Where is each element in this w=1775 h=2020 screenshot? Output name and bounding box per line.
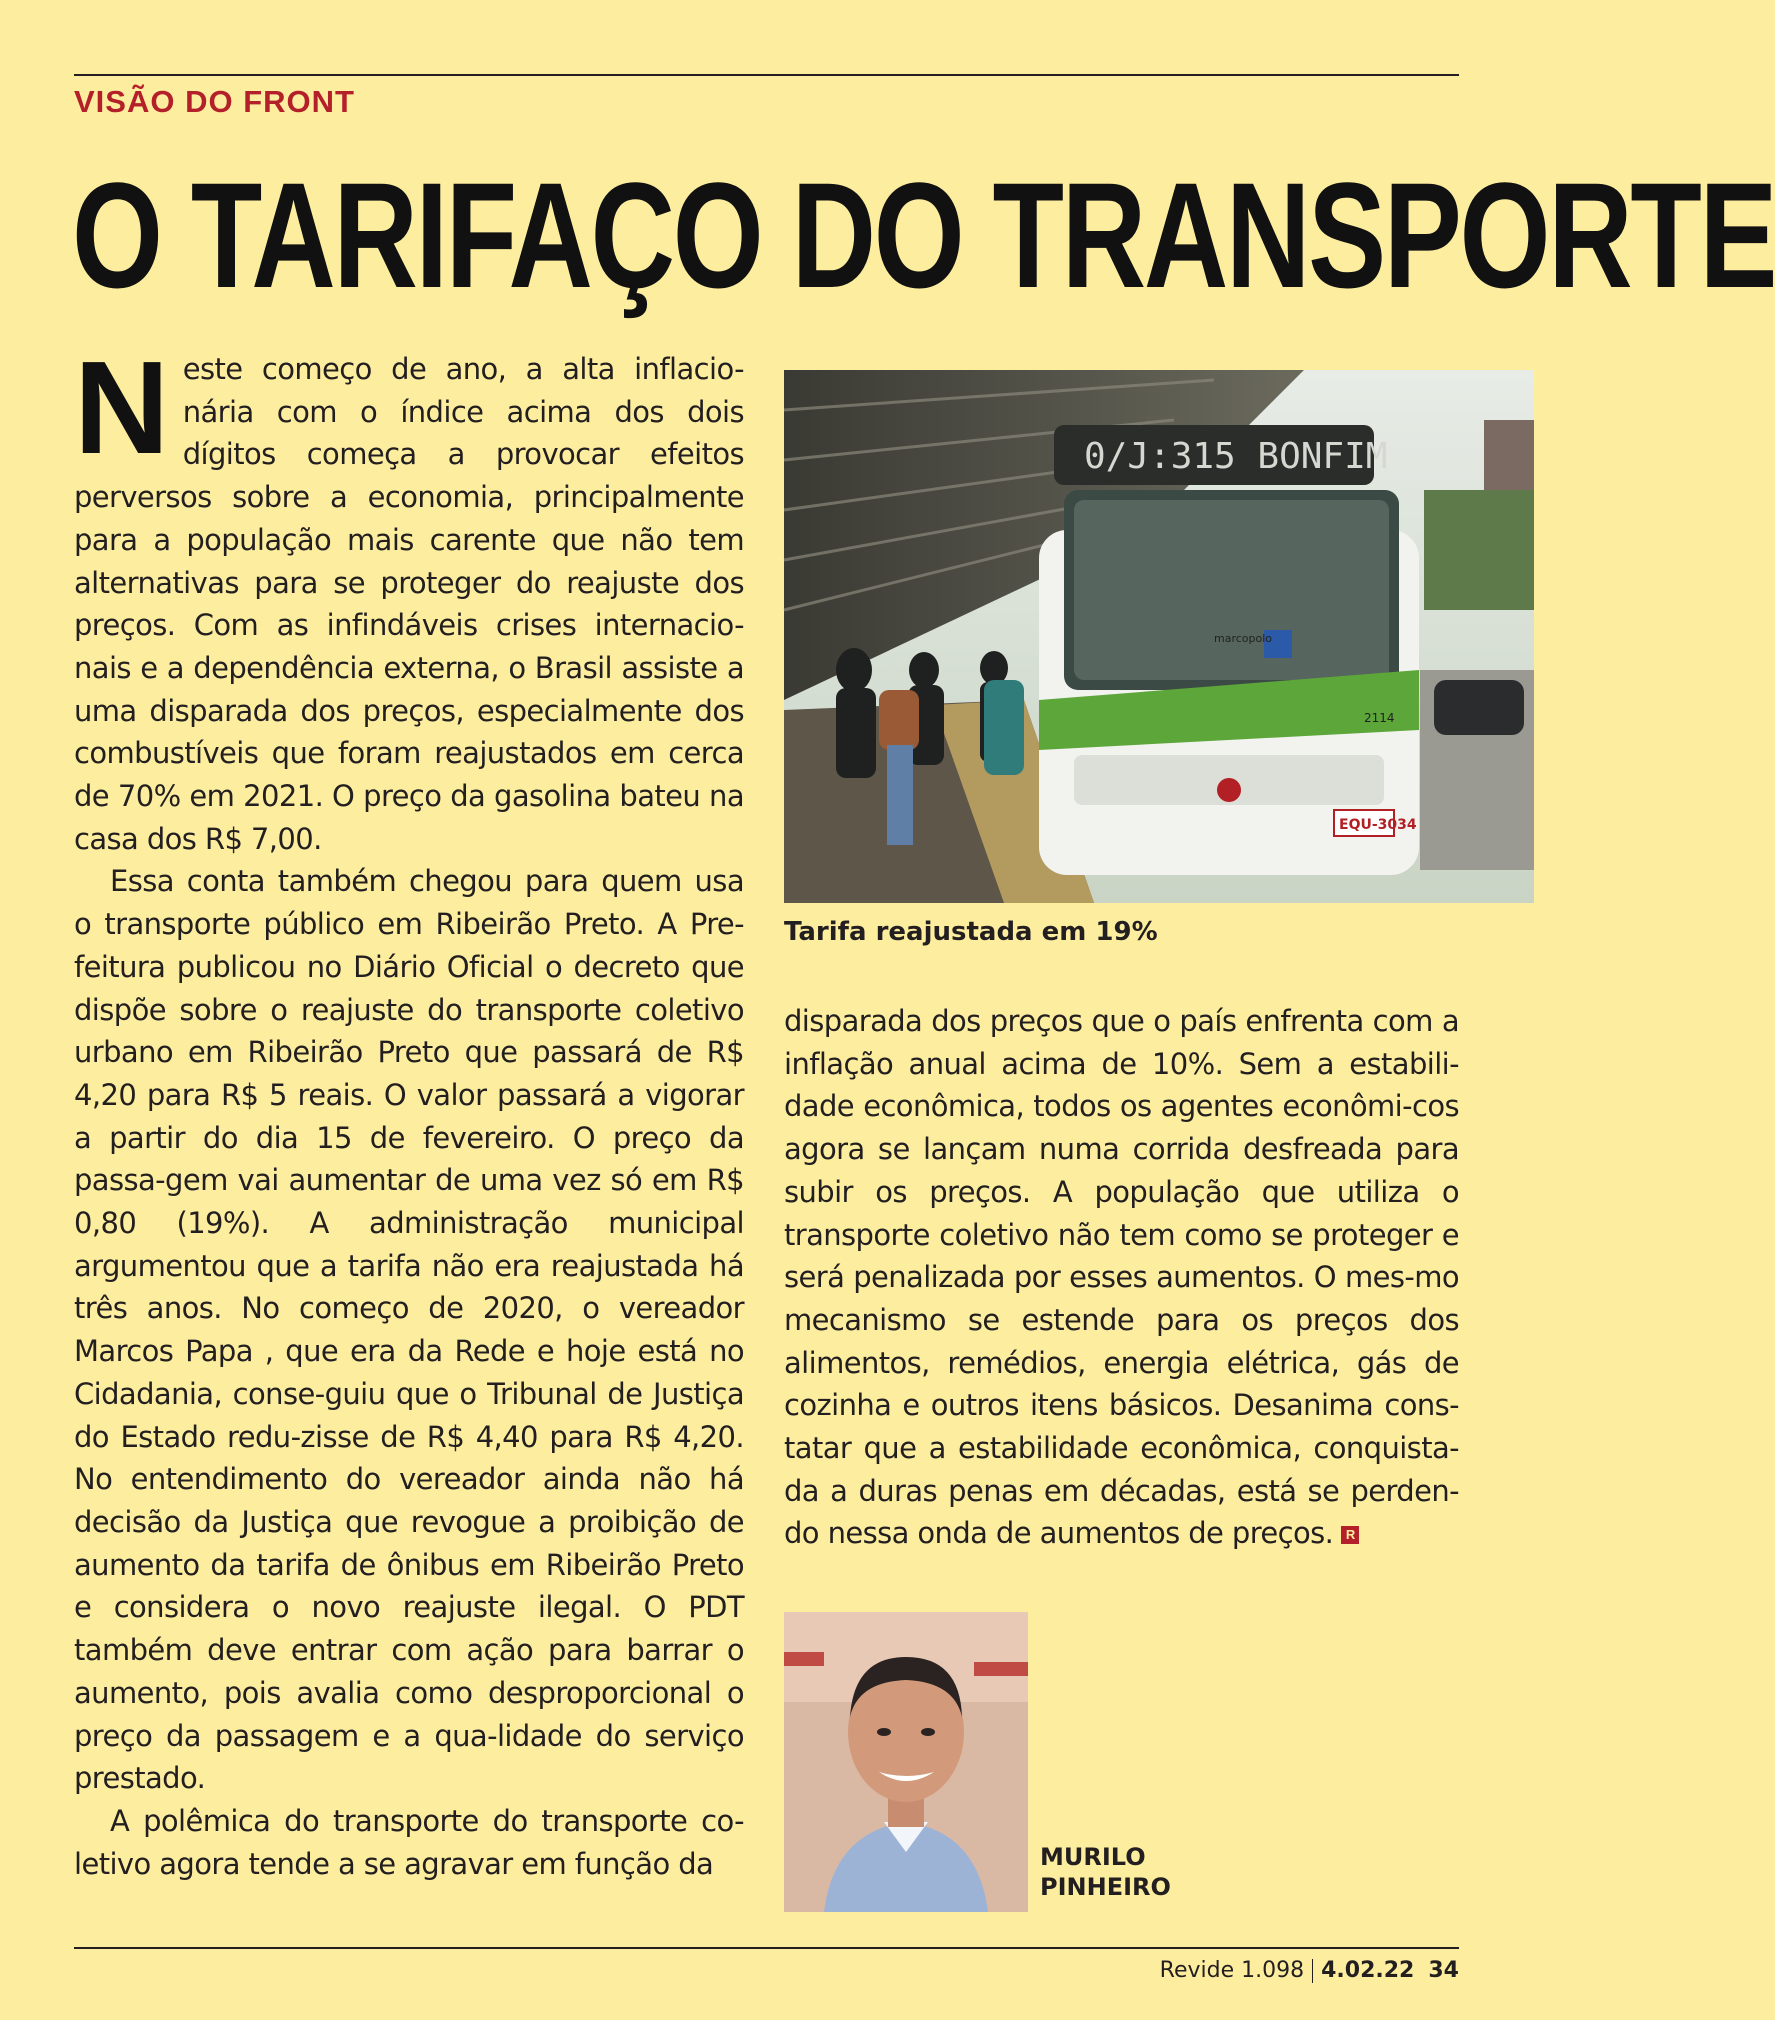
paragraph-4-text: disparada dos preços que o país enfrenta com a inflação anual acima de 10%. Sem a estabili-dade econômica, todos os agentes econômi-cos agora se lançam numa corrida desfreada para subir os preços. A população que utiliza o transporte coletivo não tem como se proteger e será penalizada por esses aumentos. O mes-mo mecanismo se estende para os preços dos alimentos, remédios, energia elétrica, gás de cozinha e outros itens básicos. Desanima cons-tatar que a estabilidade econômica, conquista-da a duras penas em décadas, está se perden-do nessa onda de aumentos de preços. xyxy=(784,1004,1459,1551)
paragraph-2: Essa conta também chegou para quem usa o transporte público em Ribeirão Preto. A Pre-feitura publicou no Diário Oficial o decreto que dispõe sobre o reajuste do transporte coletivo urbano em Ribeirão Preto que passará de R$ 4,20 para R$ 5 reais. O valor passará a vigorar a partir do dia 15 de fevereiro. O preço da passa-gem vai aumentar de uma vez só em R$ 0,80 (19%). A administração municipal argumentou que a tarifa não era reajustada há três anos. No começo de 2020, o vereador Marcos Papa , que era da Rede e hoje está no Cidadania, conse-guiu que o Tribunal de Justiça do Estado redu-zisse de R$ 4,40 para R$ 4,20. No entendimento do vereador ainda não há decisão da Justiça que revogue a proibição de aumento da tarifa de ônibus em Ribeirão Preto e considera o novo reajuste ilegal. O PDT também deve entrar com ação para barrar o aumento, pois avalia como desproporcional o preço da passagem e a qua-lidade do serviço prestado. xyxy=(74,864,744,1796)
bus-plate: EQU-3034 xyxy=(1339,817,1417,833)
author-name xyxy=(1040,1842,1171,1902)
paragraph-3: A polêmica do transporte do transporte co-letivo agora tende a se agravar em função da xyxy=(74,1803,744,1881)
headline: O TARIFAÇO DO TRANSPORTE xyxy=(72,151,1775,319)
author-portrait xyxy=(784,1612,1028,1912)
footer-separator xyxy=(1312,1959,1313,1983)
footer-page-number: 34 xyxy=(1428,1958,1459,1983)
paragraph-1 xyxy=(74,334,744,860)
bus-destination-sign: 0/J:315 BONFIM xyxy=(1084,436,1388,477)
end-mark: R xyxy=(1341,1526,1359,1544)
bus-photo xyxy=(784,370,1534,903)
bus-number: 2114 xyxy=(1364,711,1395,725)
footer-magazine: Revide 1.098 xyxy=(1159,1958,1305,1983)
paragraph-1-text: este começo de ano, a alta inflacio-nária com o índice acima dos dois dígitos começa a provocar efeitos perversos sobre a economia, principalmente para a população mais carente que não tem alternativas para se proteger do reajuste dos preços. Com as infindáveis crises internacio-nais e a dependência externa, o Brasil assiste a uma disparada dos preços, especialmente dos combustíveis que foram reajustados em cerca de 70% em 2021. O preço da gasolina bateu na casa dos R$ 7,00. xyxy=(74,352,744,856)
article-right-column xyxy=(784,1000,1459,1560)
article-left-column xyxy=(74,334,744,1908)
footer-date: 4.02.22 xyxy=(1321,1958,1415,1983)
paragraph-4 xyxy=(784,1000,1459,1555)
top-rule xyxy=(74,74,1459,76)
bus-brand: marcopolo xyxy=(1214,632,1273,645)
author-first-name: MURILO xyxy=(1040,1843,1146,1871)
drop-cap: N xyxy=(74,334,169,481)
bottom-rule xyxy=(74,1947,1459,1949)
photo-caption: Tarifa reajustada em 19% xyxy=(784,917,1158,947)
page-footer xyxy=(1160,1958,1459,1983)
section-label: VISÃO DO FRONT xyxy=(74,84,355,119)
author-last-name: PINHEIRO xyxy=(1040,1873,1171,1901)
